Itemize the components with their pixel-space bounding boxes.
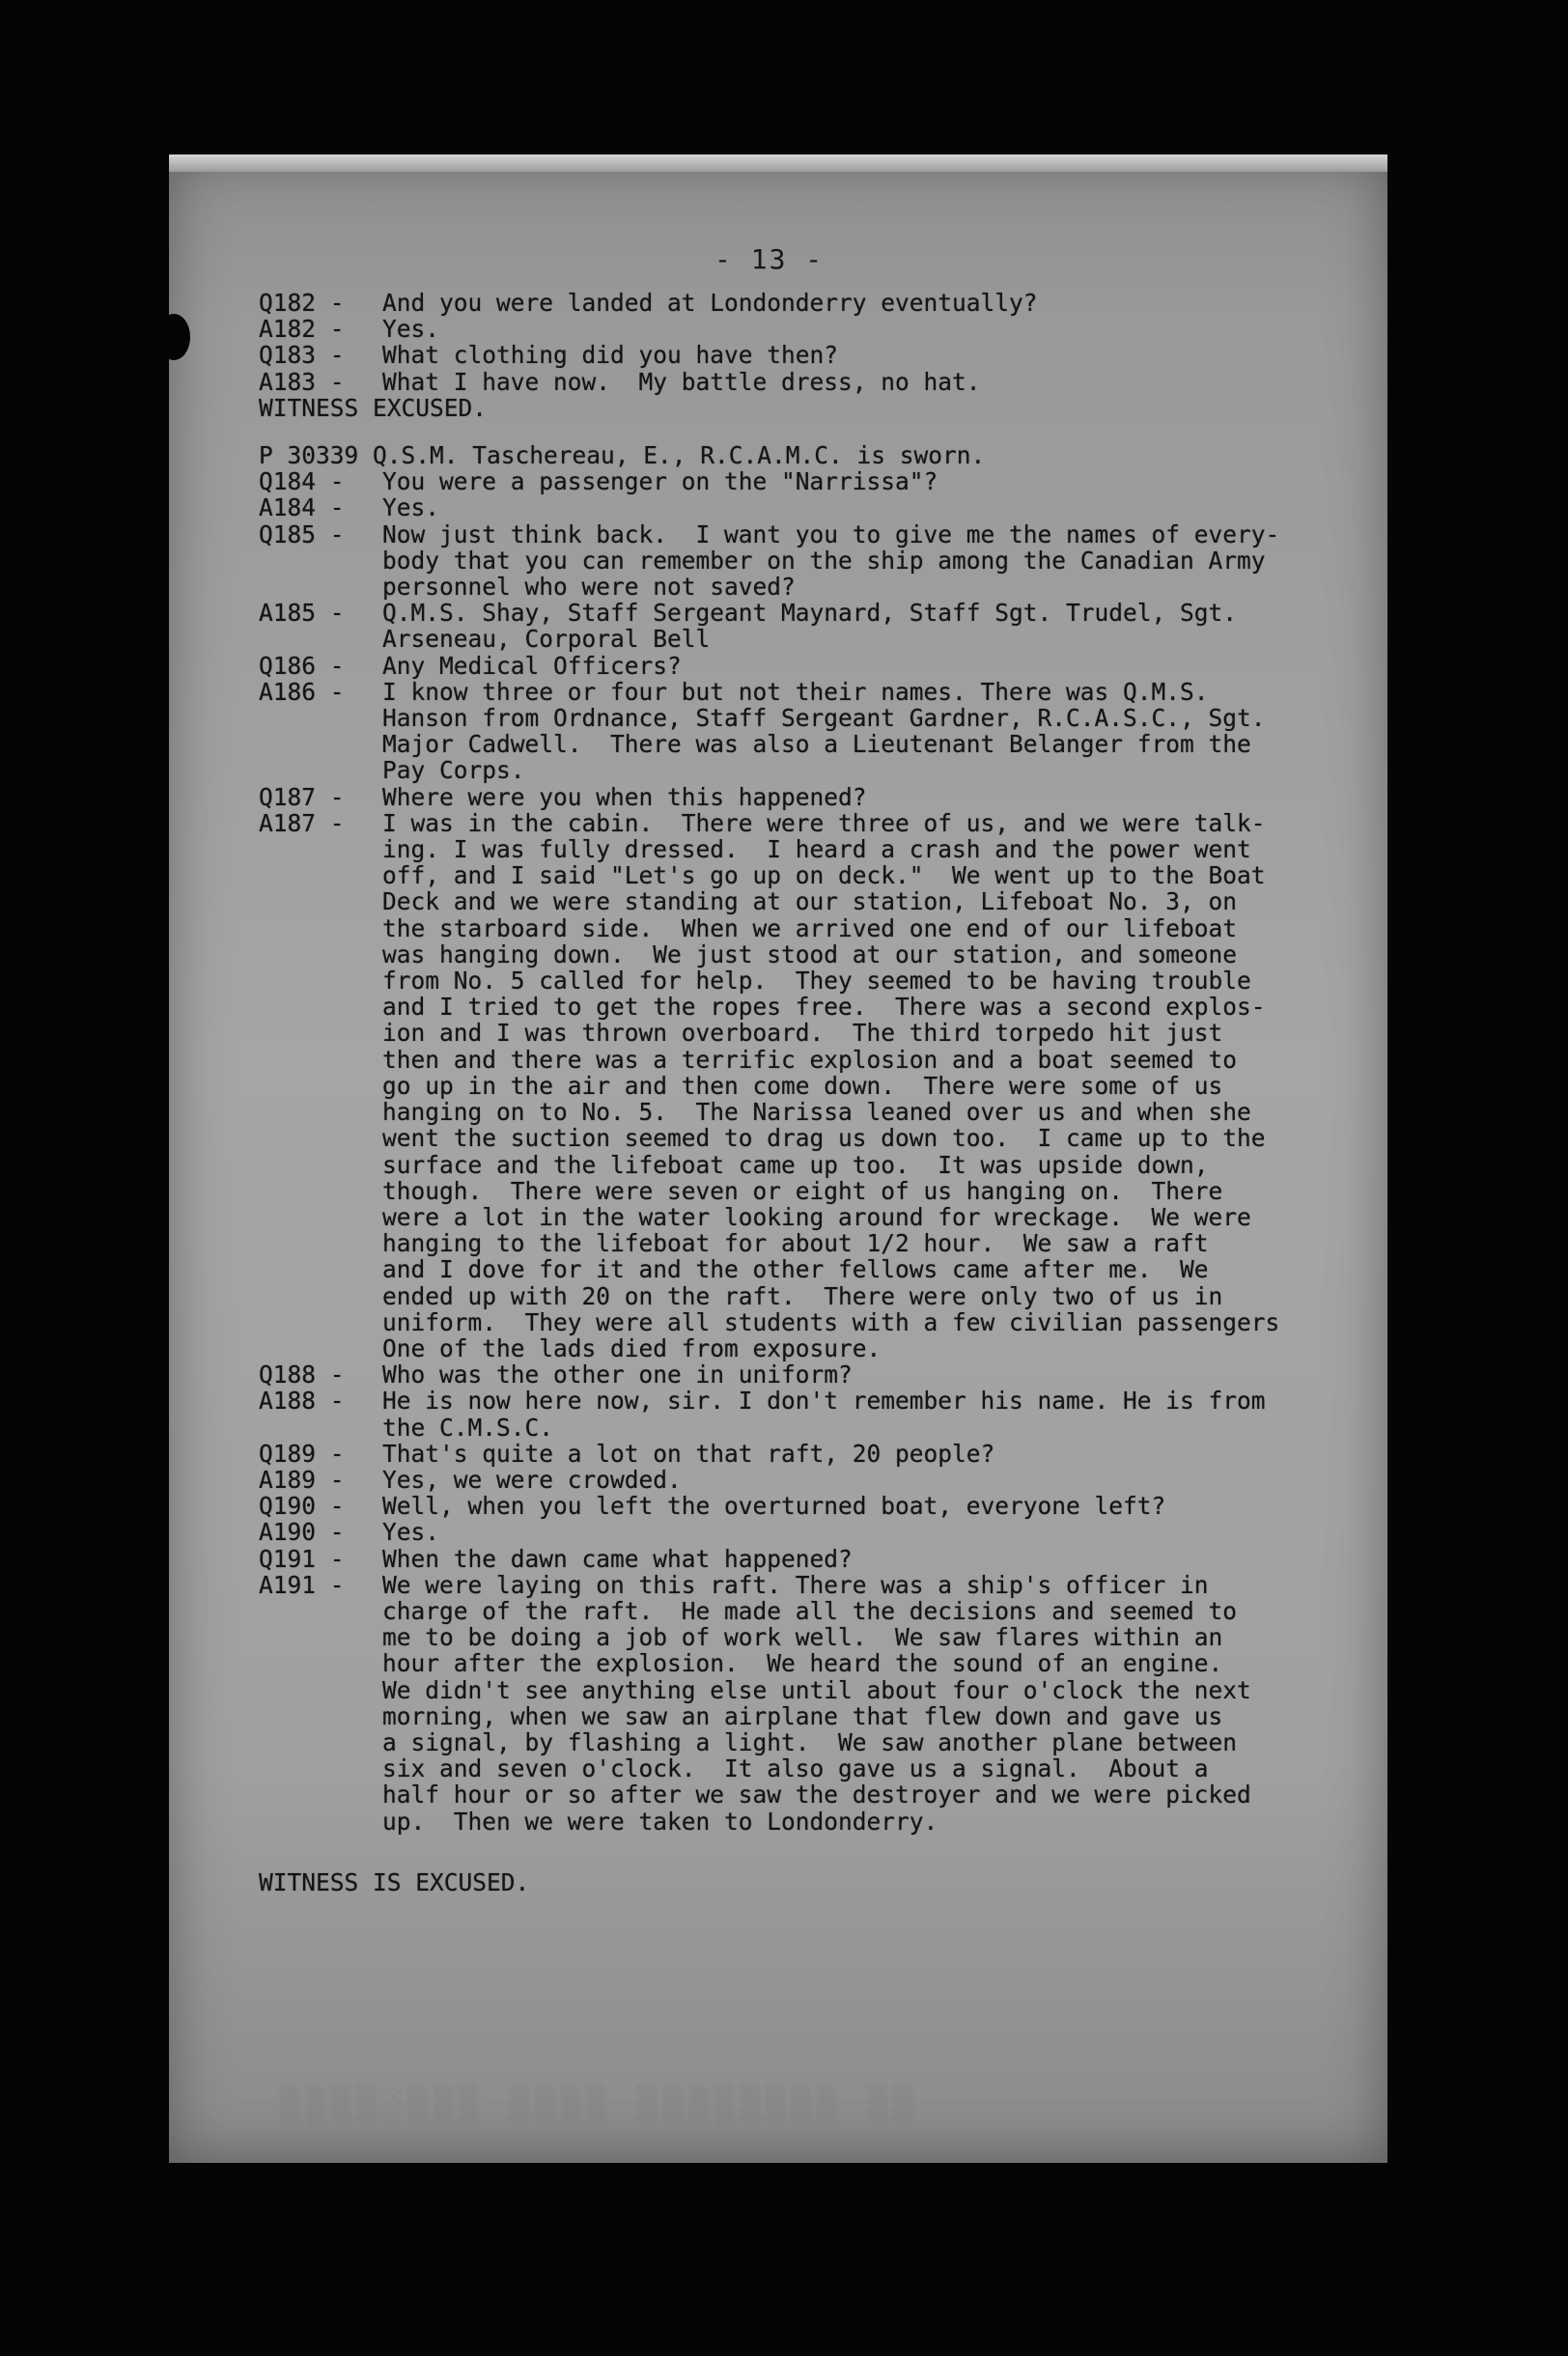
qa-text: Q.M.S. Shay, Staff Sergeant Maynard, Staff Sgt. Trudel, Sgt. Arseneau, Corporal Bell xyxy=(382,599,1238,654)
witness2-testimony xyxy=(259,468,1388,1835)
qa-text: Yes. xyxy=(382,315,440,344)
qa-label: Q190 - xyxy=(259,1492,345,1521)
paper-top-edge xyxy=(169,154,1387,172)
qa-entry xyxy=(259,1519,1388,1545)
witness-excused-line xyxy=(259,1869,1388,1895)
qa-label: A184 - xyxy=(259,493,345,522)
qa-text: Where were you when this happened? xyxy=(382,782,867,811)
qa-text: Yes, we were crowded. xyxy=(382,1465,682,1494)
qa-label: A190 - xyxy=(259,1518,345,1547)
qa-entry xyxy=(259,1361,1388,1388)
page-number: - 13 - xyxy=(714,243,825,275)
spacer xyxy=(259,421,1388,442)
qa-label: A188 - xyxy=(259,1387,345,1416)
witness-excused-text: WITNESS EXCUSED. xyxy=(259,393,488,422)
qa-text: What I have now. My battle dress, no hat. xyxy=(382,367,981,396)
qa-text: You were a passenger on the "Narrissa"? xyxy=(382,467,938,496)
witness1-testimony xyxy=(259,290,1388,395)
qa-text: I was in the cabin. There were three of us, and we were talk- ing. I was fully dressed. I heard a crash and the power went off, and I said "Let's go up on deck." We went up to the Boat Deck and we were standing at our station, Lifeboat No. 3, on the starboard side. When we arrived one end of our lifeboat was hanging down. We just stood at our station, and someone from No. 5 called for help. They seemed to be having trouble and I tried to get the ropes free. There was a second explos- ion and I was thrown overboard. The third torpedo hit just then and there was a terrific explosion and a boat seemed to go up in the air and then come down. There were some of us hanging on to No. 5. The Narissa leaned over us and when she went the suction seemed to drag us down too. I came up to the surface and the lifeboat came up too. It was upside down, though. There were seven or eight of us hanging on. There were a lot in the water looking around for wreckage. We were hanging to the lifeboat for about 1/2 hour. We saw a raft and I dove for it and the other fellows came after me. We ended up with 20 on the raft. There were only two of us in uniform. They were all students with a few civilian passengers One of the lads died from exposure. xyxy=(382,808,1280,1362)
qa-entry xyxy=(259,653,1388,679)
qa-text: Yes. xyxy=(382,1518,440,1547)
qa-entry xyxy=(259,810,1388,1361)
qa-entry xyxy=(259,1467,1388,1493)
qa-text: I know three or four but not their names. There was Q.M.S. Hanson from Ordnance, Staff Sergeant Gardner, R.C.A.S.C., Sgt. Major Cadwell. There was also a Lieutenant Belanger from the Pay Corps. xyxy=(382,677,1266,785)
sworn-line xyxy=(259,442,1388,468)
qa-text: Well, when you left the overturned boat, everyone left? xyxy=(382,1492,1166,1521)
qa-label: Q182 - xyxy=(259,289,345,317)
qa-entry xyxy=(259,369,1388,395)
qa-text: Yes. xyxy=(382,493,440,522)
qa-entry xyxy=(259,290,1388,316)
qa-text: When the dawn came what happened? xyxy=(382,1544,853,1573)
witness-excused-line xyxy=(259,395,1388,421)
transcript xyxy=(259,290,1388,1895)
qa-label: Q189 - xyxy=(259,1439,345,1468)
qa-label: A183 - xyxy=(259,367,345,396)
qa-label: Q184 - xyxy=(259,467,345,496)
qa-entry xyxy=(259,679,1388,784)
qa-text: Any Medical Officers? xyxy=(382,651,682,680)
qa-entry xyxy=(259,1546,1388,1572)
qa-label: Q191 - xyxy=(259,1544,345,1573)
qa-label: Q187 - xyxy=(259,782,345,811)
qa-label: A191 - xyxy=(259,1570,345,1599)
qa-label: Q183 - xyxy=(259,341,345,370)
qa-text: We were laying on this raft. There was a ship's officer in charge of the raft. He made all the decisions and seemed to me to be doing a job of work well. We saw flares within an hour after the explosion. We heard the sound of an engine. We didn't see anything else until about four o'clock the next morning, when we saw an airplane that flew down and gave us a signal, by flashing a light. We saw another plane between six and seven o'clock. It also gave us a signal. About a half hour or so after we saw the destroyer and we were picked up. Then we were taken to Londonderry. xyxy=(382,1570,1251,1836)
qa-entry xyxy=(259,1388,1388,1440)
qa-entry xyxy=(259,468,1388,494)
qa-entry xyxy=(259,600,1388,652)
qa-label: A186 - xyxy=(259,677,345,706)
qa-entry xyxy=(259,494,1388,520)
qa-entry xyxy=(259,1493,1388,1519)
qa-text: What clothing did you have then? xyxy=(382,341,839,370)
faded-bleedthrough-text: ▒▒▒▒░▒▒▒ ▒▒▒▒ ▒▒▒▒▒▒▒▒ ▒▒ xyxy=(280,2086,919,2124)
sworn-text: P 30339 Q.S.M. Taschereau, E., R.C.A.M.C. is sworn. xyxy=(259,441,986,470)
qa-label: A187 - xyxy=(259,808,345,837)
qa-text: And you were landed at Londonderry eventually? xyxy=(382,289,1038,317)
qa-label: A189 - xyxy=(259,1465,345,1494)
qa-entry xyxy=(259,784,1388,810)
qa-text: He is now here now, sir. I don't remember his name. He is from the C.M.S.C. xyxy=(382,1387,1266,1442)
qa-text: That's quite a lot on that raft, 20 people? xyxy=(382,1439,995,1468)
witness-excused-text: WITNESS IS EXCUSED. xyxy=(259,1867,530,1896)
qa-label: Q185 - xyxy=(259,519,345,548)
qa-entry xyxy=(259,1572,1388,1835)
spacer xyxy=(259,1835,1388,1869)
qa-text: Now just think back. I want you to give me the names of every- body that you can remember on the ship among the Canadian Army personnel who were not saved? xyxy=(382,519,1280,602)
qa-label: A185 - xyxy=(259,599,345,628)
qa-entry xyxy=(259,521,1388,601)
qa-text: Who was the other one in uniform? xyxy=(382,1360,853,1389)
qa-label: A182 - xyxy=(259,315,345,344)
punch-hole xyxy=(157,314,190,360)
qa-entry xyxy=(259,1441,1388,1467)
qa-entry xyxy=(259,342,1388,368)
qa-label: Q186 - xyxy=(259,651,345,680)
qa-entry xyxy=(259,316,1388,342)
qa-label: Q188 - xyxy=(259,1360,345,1389)
